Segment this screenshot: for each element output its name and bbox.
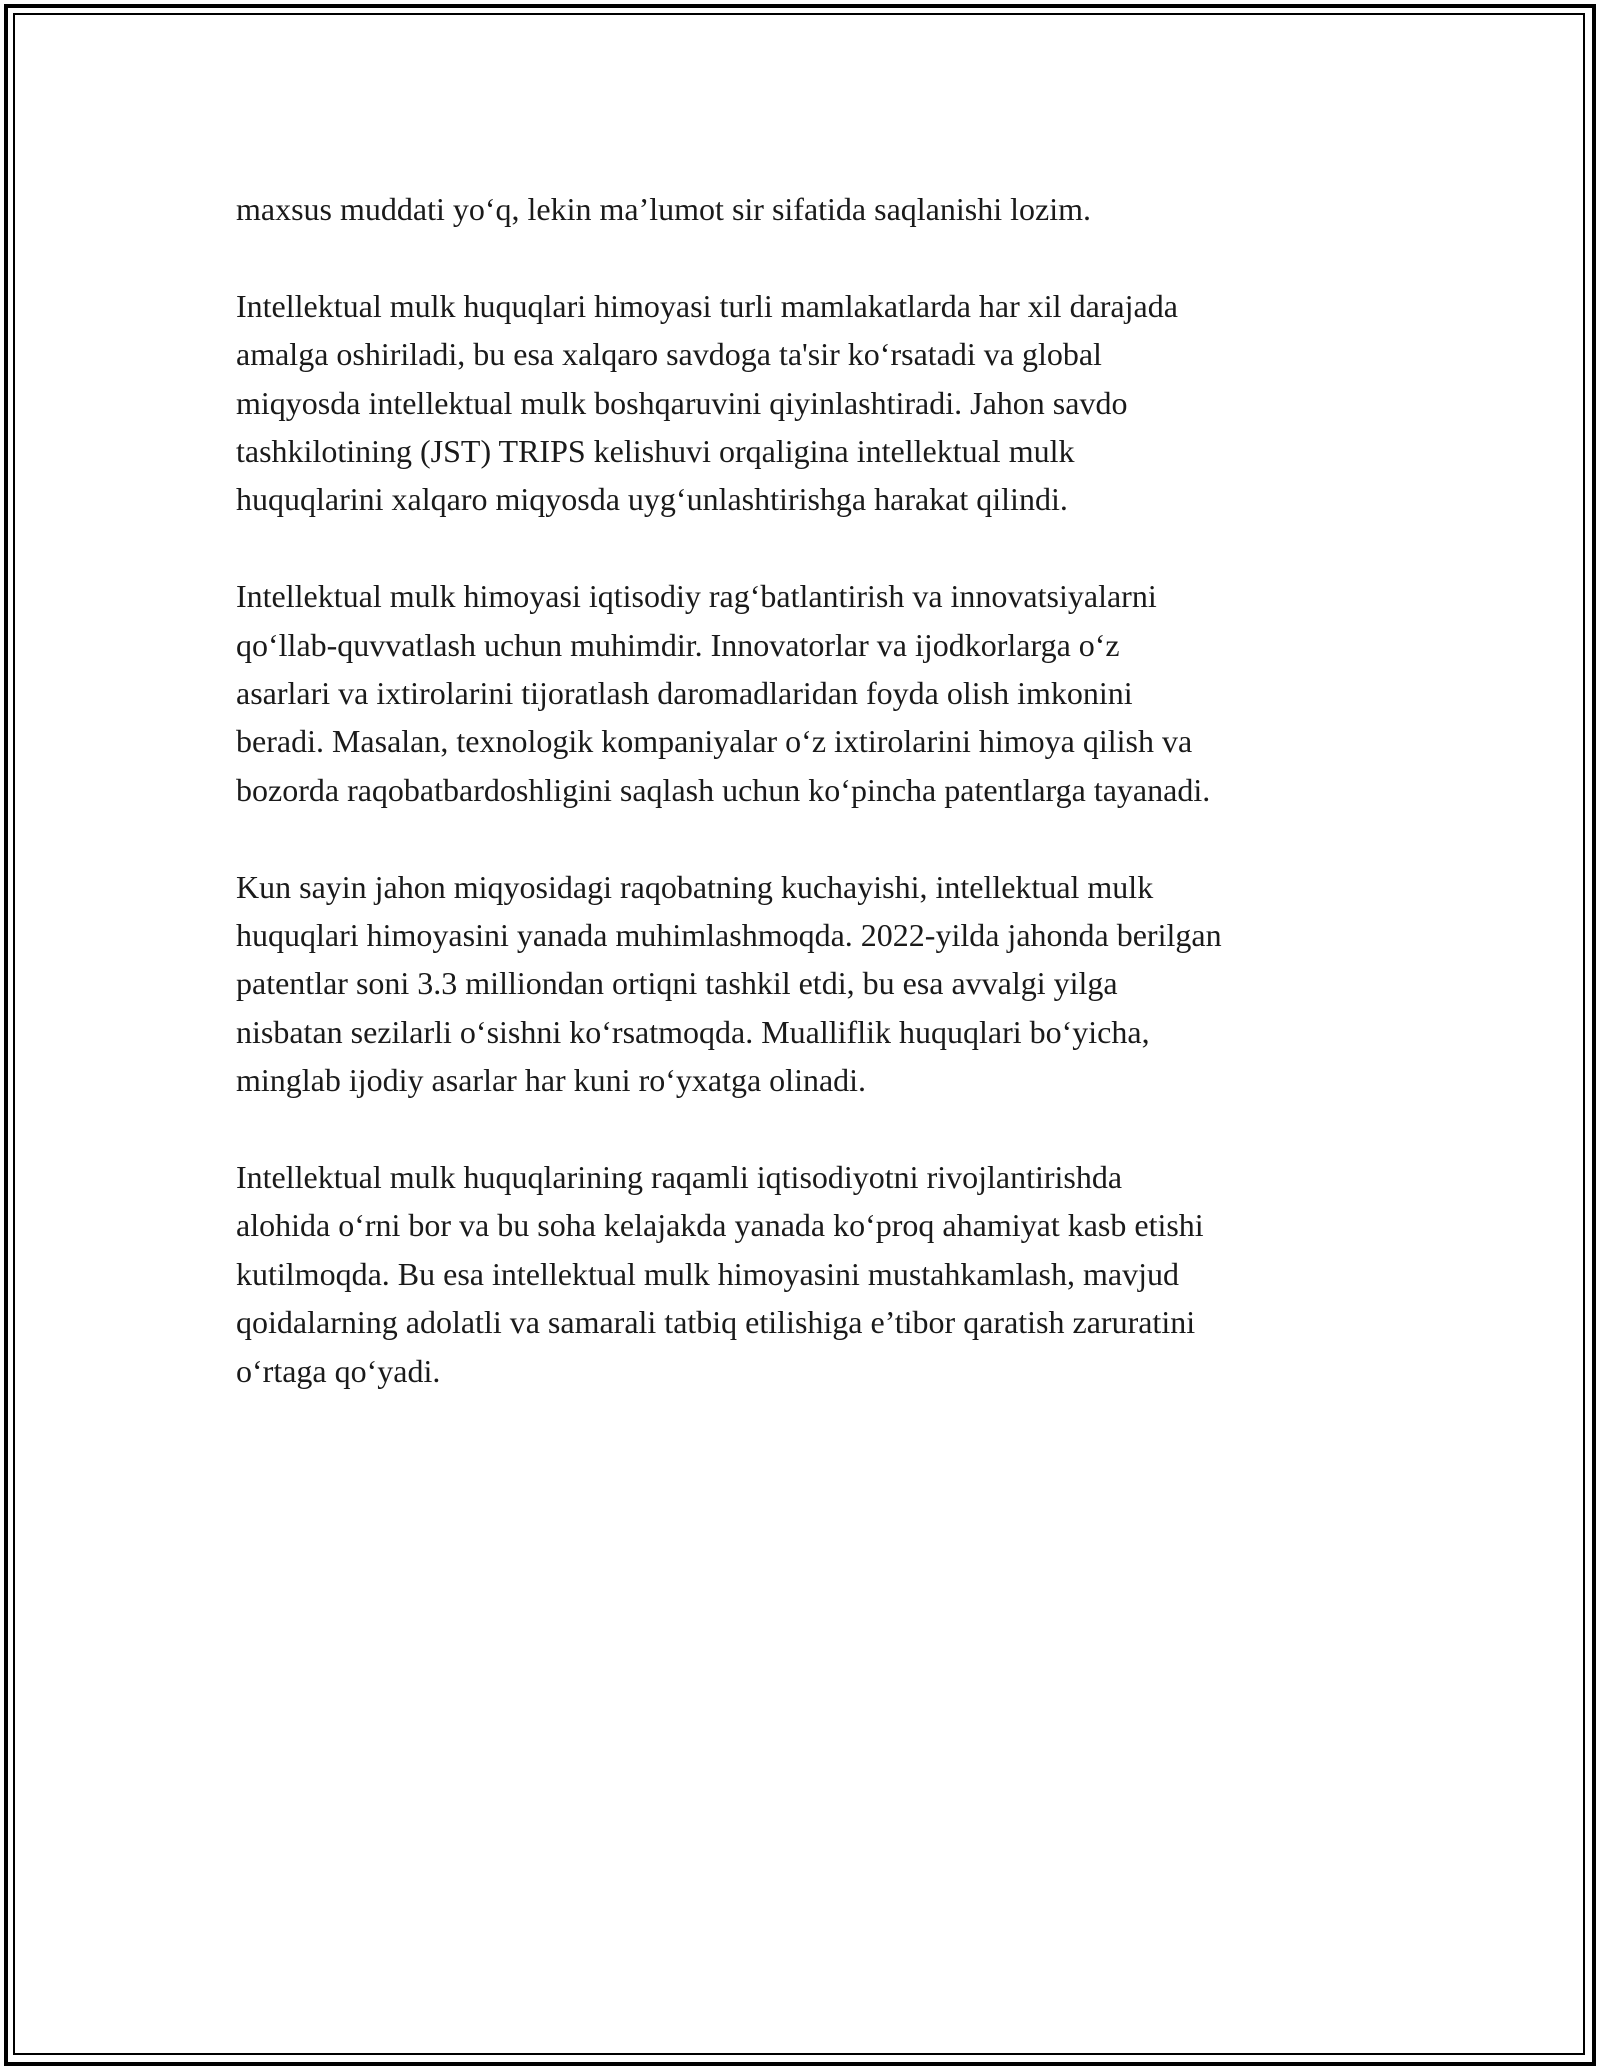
text-line: miqyosda intellektual mulk boshqaruvini qiyinlashtiradi. Jahon savdo xyxy=(236,384,1128,421)
paragraph xyxy=(236,863,1386,1105)
text-line: huquqlarini xalqaro miqyosda uyg‘unlashtirishga harakat qilindi. xyxy=(236,481,1068,518)
text-line: bozorda raqobatbardoshligini saqlash uchun ko‘pincha patentlarga tayanadi. xyxy=(236,771,1211,808)
text-line: qoidalarning adolatli va samarali tatbiq etilishiga e’tibor qaratish zaruratini xyxy=(236,1304,1196,1341)
paragraph xyxy=(236,1153,1386,1395)
document-body xyxy=(236,185,1386,1443)
text-line: qo‘llab-quvvatlash uchun muhimdir. Innovatorlar va ijodkorlarga o‘z xyxy=(236,626,1120,663)
text-line: minglab ijodiy asarlar har kuni ro‘yxatga olinadi. xyxy=(236,1062,867,1099)
text-line: tashkilotining (JST) TRIPS kelishuvi orqaligina intellektual mulk xyxy=(236,433,1075,470)
text-line: beradi. Masalan, texnologik kompaniyalar o‘z ixtirolarini himoya qilish va xyxy=(236,723,1193,760)
paragraph xyxy=(236,572,1386,814)
text-line: Intellektual mulk himoyasi iqtisodiy rag‘batlantirish va innovatsiyalarni xyxy=(236,578,1157,615)
text-line: Intellektual mulk huquqlarining raqamli iqtisodiyotni rivojlantirishda xyxy=(236,1159,1123,1196)
text-line: amalga oshiriladi, bu esa xalqaro savdoga ta'sir ko‘rsatadi va global xyxy=(236,336,1102,373)
text-line: patentlar soni 3.3 milliondan ortiqni tashkil etdi, bu esa avvalgi yilga xyxy=(236,965,1118,1002)
paragraph xyxy=(236,185,1386,233)
text-line: kutilmoqda. Bu esa intellektual mulk himoyasini mustahkamlash, mavjud xyxy=(236,1255,1179,1292)
text-line: Kun sayin jahon miqyosidagi raqobatning kuchayishi, intellektual mulk xyxy=(236,868,1154,905)
text-line: alohida o‘rni bor va bu soha kelajakda yanada ko‘proq ahamiyat kasb etishi xyxy=(236,1207,1204,1244)
paragraph xyxy=(236,282,1386,524)
text-line: maxsus muddati yo‘q, lekin ma’lumot sir sifatida saqlanishi lozim. xyxy=(236,191,1091,227)
text-line: Intellektual mulk huquqlari himoyasi turli mamlakatlarda har xil darajada xyxy=(236,287,1178,324)
text-line: o‘rtaga qo‘yadi. xyxy=(236,1352,441,1389)
text-line: asarlari va ixtirolarini tijoratlash daromadlaridan foyda olish imkonini xyxy=(236,675,1133,712)
text-line: nisbatan sezilarli o‘sishni ko‘rsatmoqda. Mualliflik huquqlari bo‘yicha, xyxy=(236,1013,1150,1050)
text-line: huquqlari himoyasini yanada muhimlashmoqda. 2022-yilda jahonda berilgan xyxy=(236,917,1222,954)
